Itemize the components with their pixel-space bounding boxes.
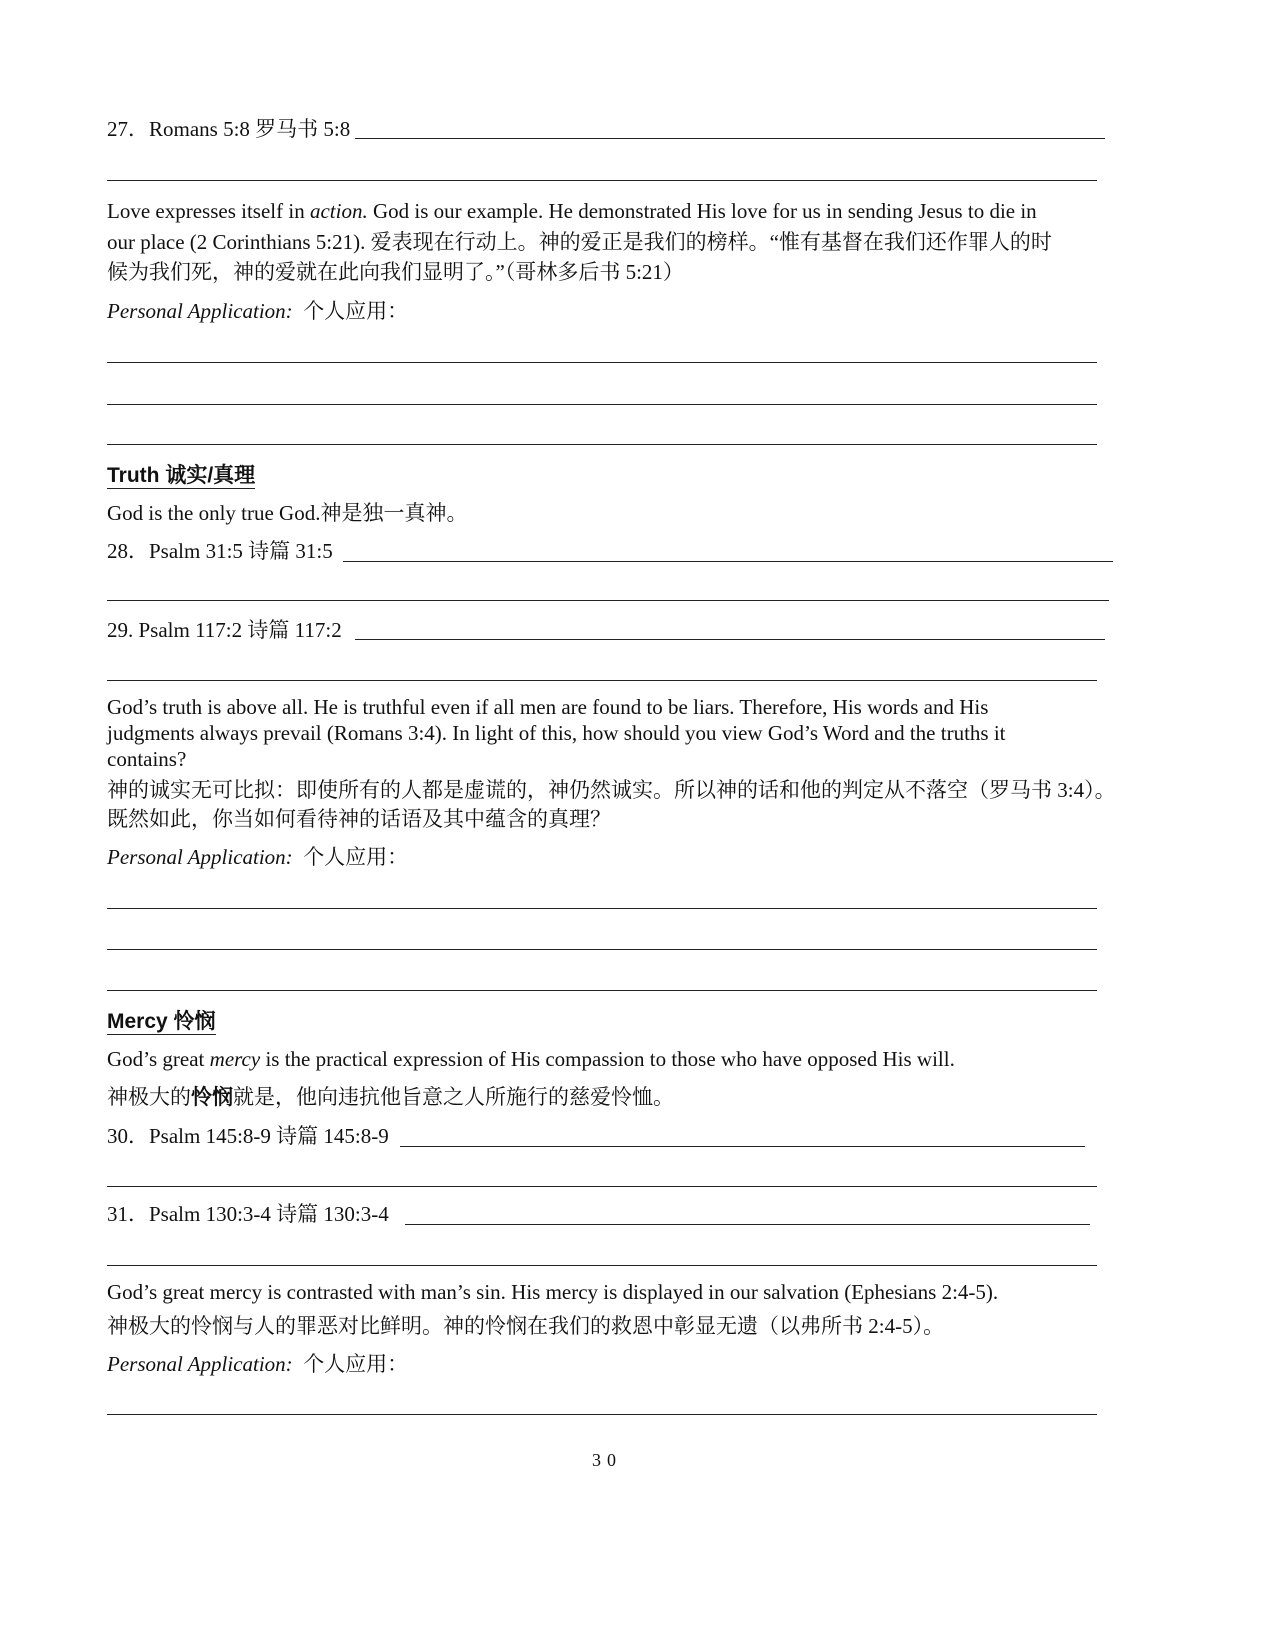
truth-paragraph-en-line-3: contains?	[107, 747, 187, 771]
truth-paragraph-en-line-1: God’s truth is above all. He is truthful even if all men are found to be liars. Therefore, His words and His	[107, 695, 989, 719]
question-28	[107, 537, 333, 565]
answer-line[interactable]	[107, 444, 1097, 445]
answer-line[interactable]	[107, 908, 1097, 909]
question-number: 30．	[107, 1124, 149, 1148]
answer-line[interactable]	[107, 1414, 1097, 1415]
emphasis-action: action.	[309, 199, 368, 223]
section-heading-mercy: Mercy 怜悯	[107, 1010, 216, 1033]
love-paragraph-line-2: our place (2 Corinthians 5:21). 爱表现在行动上。神的爱正是我们的榜样。“惟有基督在我们还作罪人的时	[107, 230, 1052, 254]
truth-paragraph-en-line-2: judgments always prevail (Romans 3:4). In light of this, how should you view God’s Word and the truths it	[107, 721, 1006, 745]
mercy-paragraph-en: God’s great mercy is the practical expression of His compassion to those who have opposed His will.	[107, 1047, 955, 1071]
answer-line[interactable]	[107, 1265, 1097, 1266]
answer-line[interactable]	[107, 680, 1097, 681]
answer-line[interactable]	[107, 180, 1097, 181]
answer-line[interactable]	[405, 1224, 1090, 1225]
personal-application-label: Personal Application: 个人应用：	[107, 1352, 409, 1376]
page-number: 30	[592, 1450, 622, 1470]
mercy-paragraph-2-en: God’s great mercy is contrasted with man’s sin. His mercy is displayed in our salvation (Ephesians 2:4-5).	[107, 1280, 999, 1304]
answer-line[interactable]	[107, 362, 1097, 363]
truth-paragraph-cn-line-2: 既然如此，你当如何看待神的话语及其中蕴含的真理？	[107, 807, 611, 831]
answer-line[interactable]	[107, 404, 1097, 405]
scripture-reference: Romans 5:8 罗马书 5:8	[149, 117, 351, 141]
love-paragraph-line-3: 候为我们死，神的爱就在此向我们显明了。”（哥林多后书 5:21）	[107, 260, 684, 284]
truth-intro: God is the only true God.神是独一真神。	[107, 501, 468, 525]
personal-application-label: Personal Application: 个人应用：	[107, 845, 409, 869]
love-paragraph-line-1: Love expresses itself in action. God is our example. He demonstrated His love for us in sending Jesus to die in	[107, 199, 1037, 223]
answer-line[interactable]	[355, 138, 1105, 139]
question-29	[107, 616, 342, 644]
question-27	[107, 115, 350, 143]
question-number: 29.	[107, 618, 134, 642]
answer-line[interactable]	[107, 949, 1097, 950]
question-31	[107, 1200, 389, 1228]
truth-paragraph-cn-line-1: 神的诚实无可比拟：即使所有的人都是虚谎的，神仍然诚实。所以神的话和他的判定从不落空（罗马书 3:4）。	[107, 778, 1116, 802]
emphasis-mercy-cn: 怜悯	[191, 1085, 233, 1109]
answer-line[interactable]	[107, 1186, 1097, 1187]
mercy-paragraph-cn: 神极大的怜悯就是，他向违抗他旨意之人所施行的慈爱怜恤。	[107, 1085, 674, 1109]
answer-line[interactable]	[400, 1146, 1085, 1147]
emphasis-mercy: mercy	[209, 1047, 261, 1071]
answer-line[interactable]	[107, 990, 1097, 991]
scripture-reference: Psalm 117:2 诗篇 117:2	[138, 618, 342, 642]
mercy-paragraph-2-cn: 神极大的怜悯与人的罪恶对比鲜明。神的怜悯在我们的救恩中彰显无遗（以弗所书 2:4-5）。	[107, 1314, 945, 1338]
question-number: 27．	[107, 117, 149, 141]
question-number: 28．	[107, 539, 149, 563]
scripture-reference: Psalm 145:8-9 诗篇 145:8-9	[149, 1124, 389, 1148]
section-heading-truth: Truth 诚实/真理	[107, 464, 256, 487]
answer-line[interactable]	[107, 600, 1109, 601]
answer-line[interactable]	[343, 561, 1113, 562]
question-number: 31．	[107, 1202, 149, 1226]
scripture-reference: Psalm 130:3-4 诗篇 130:3-4	[149, 1202, 389, 1226]
personal-application-label: Personal Application: 个人应用：	[107, 299, 409, 323]
scripture-reference: Psalm 31:5 诗篇 31:5	[149, 539, 333, 563]
answer-line[interactable]	[355, 639, 1105, 640]
question-30	[107, 1122, 389, 1150]
